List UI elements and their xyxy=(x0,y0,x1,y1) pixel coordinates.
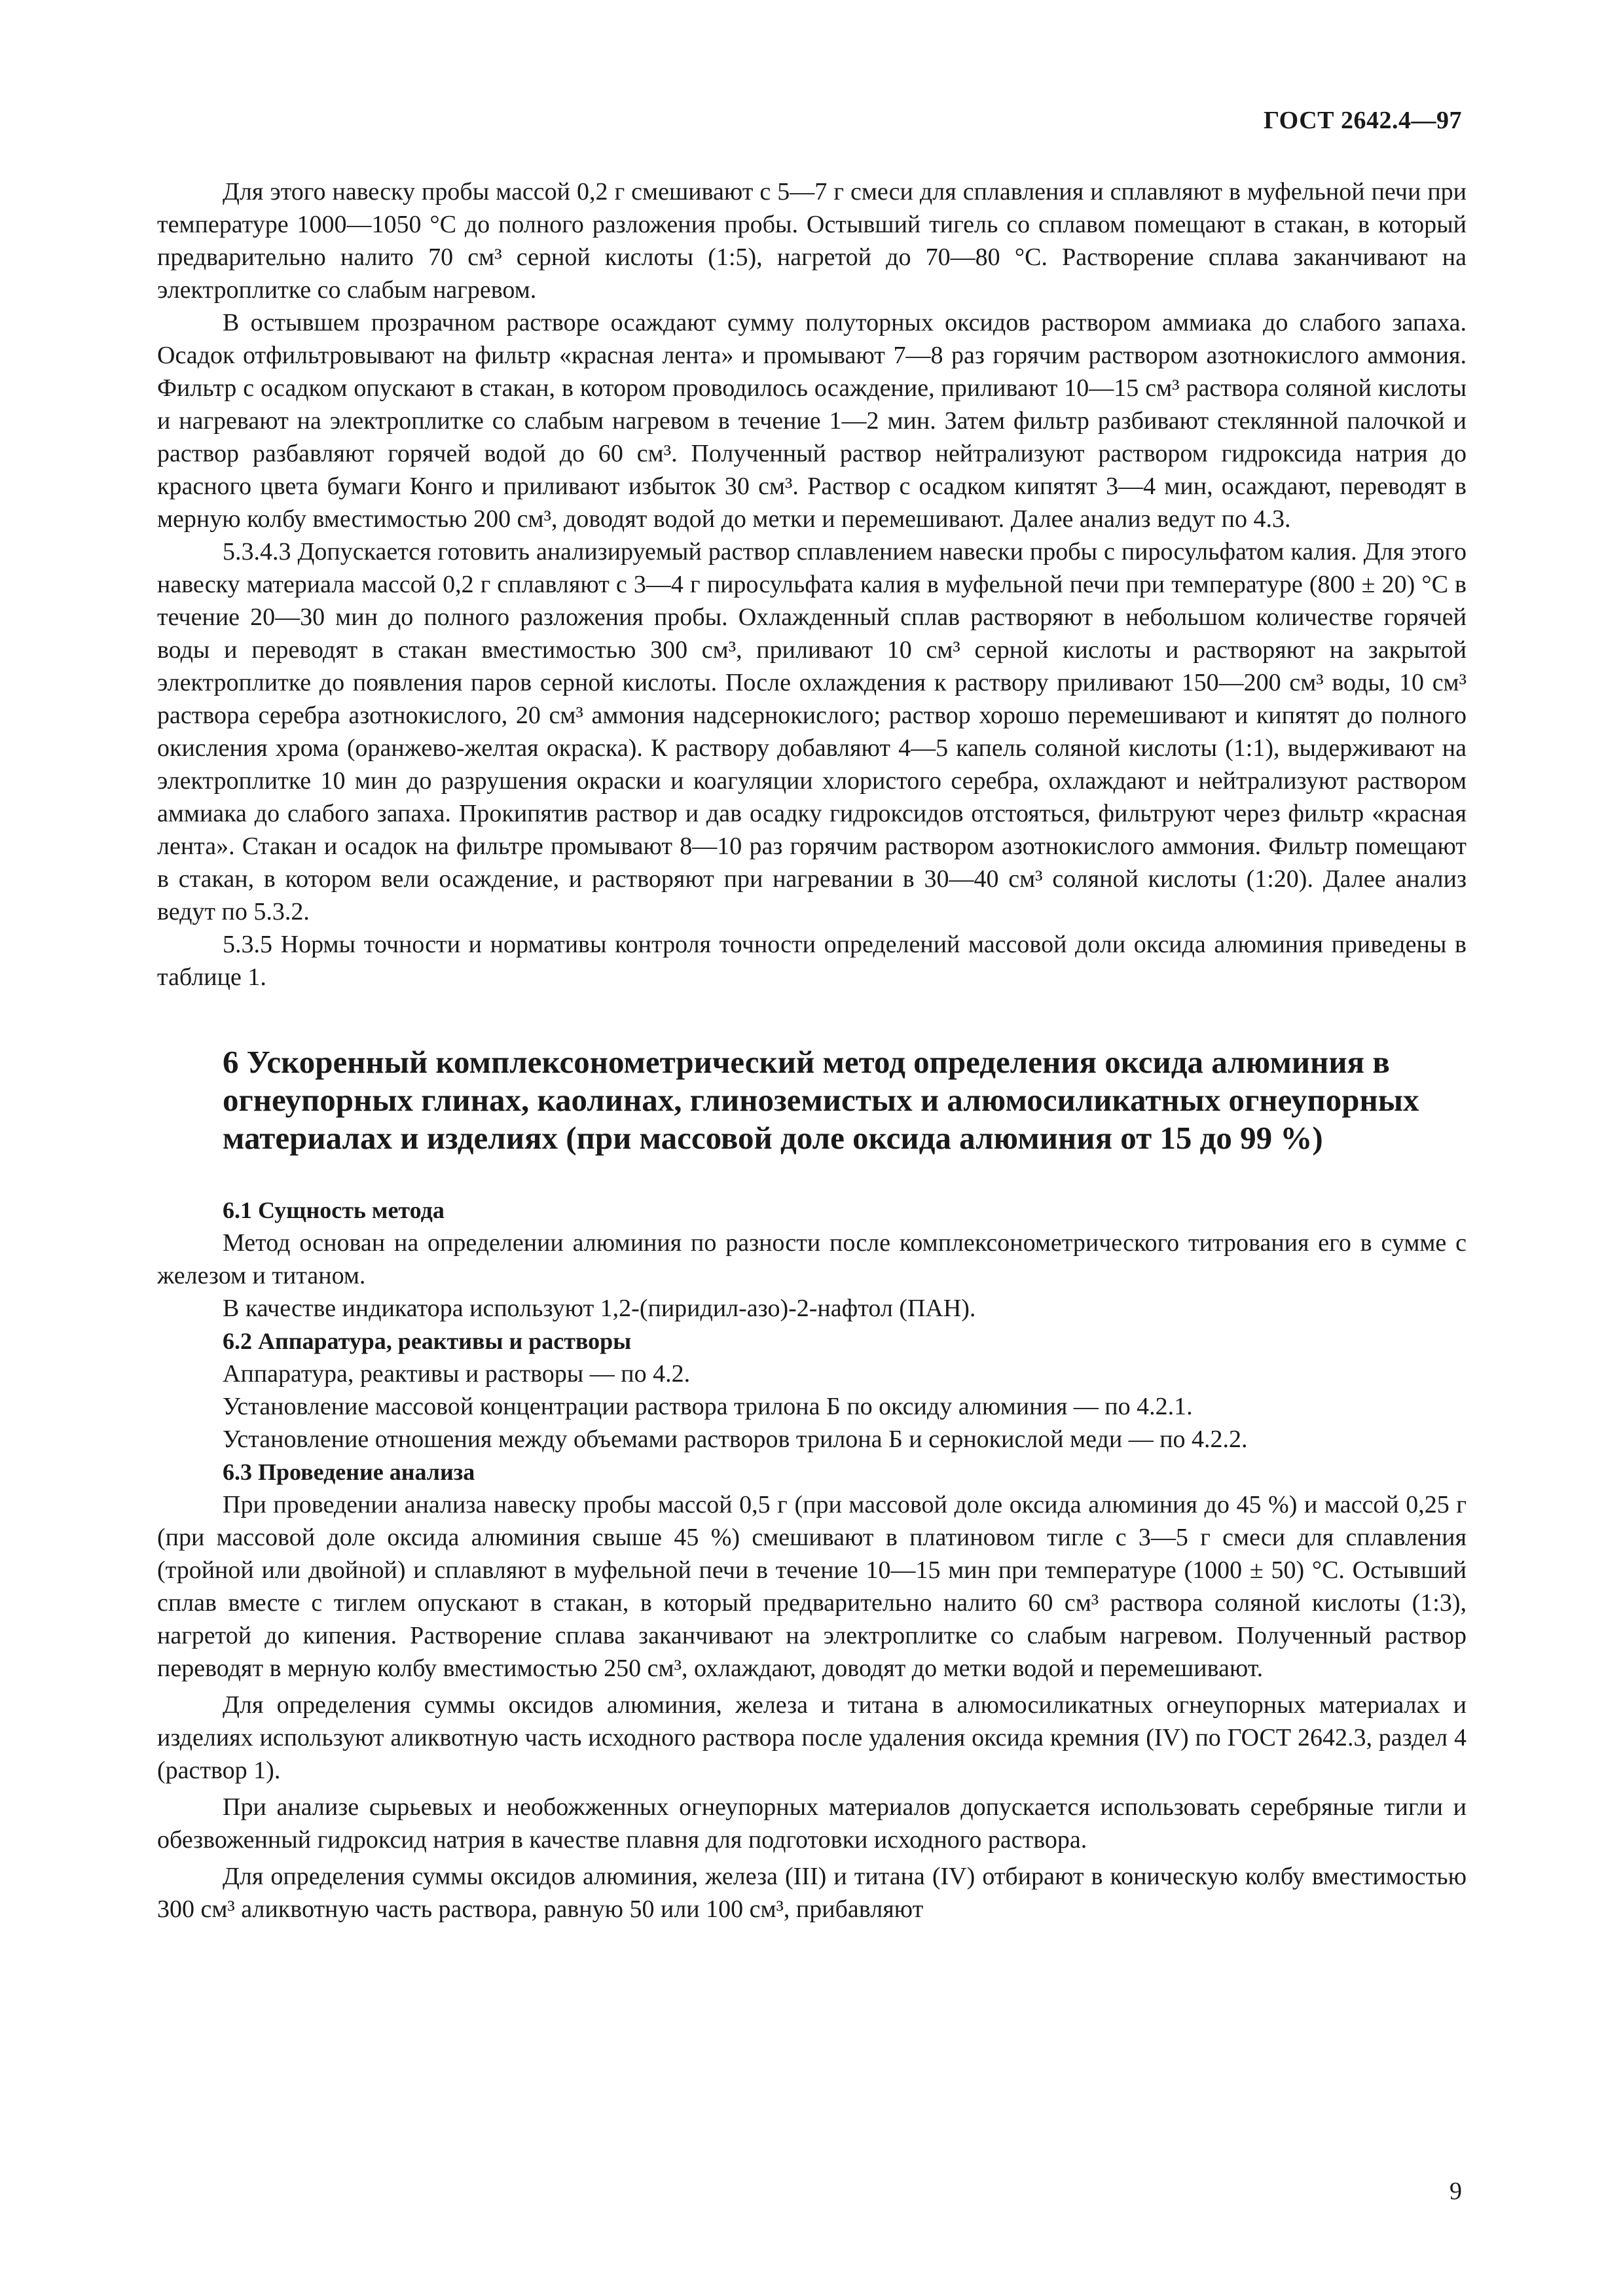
paragraph: Для определения суммы оксидов алюминия, железа и титана в алюмосиликатных огнеупорных материалах и изделиях используют аликвотную часть исходного раствора после удаления оксида кремния (IV) по ГОСТ 2642.3, раздел 4 (раствор 1). xyxy=(157,1691,1467,1784)
paragraph: Метод основан на определении алюминия по разности после комплексонометрического титрования его в сумме с железом и титаном. xyxy=(157,1229,1467,1289)
paragraph: В остывшем прозрачном растворе осаждают сумму полуторных оксидов раствором аммиака до слабого запаха. Осадок отфильтровывают на фильтр «красная лента» и промывают 7—8 раз горячим раствором азотнокислого аммония. Фильтр с осадком опускают в стакан, в котором проводилось осаждение, приливают 10—15 см³ раствора соляной кислоты и нагревают на электроплитке со слабым нагревом в течение 1—2 мин. Затем фильтр разбивают стеклянной палочкой и раствор разбавляют горячей водой до 60 см³. Полученный раствор нейтрализуют раствором гидроксида натрия до красного цвета бумаги Конго и приливают избыток 30 см³. Раствор с осадком кипятят 3—4 мин, осаждают, переводят в мерную колбу вместимостью 200 см³, доводят водой до метки и перемешивают. Далее анализ ведут по 4.3. xyxy=(157,309,1467,533)
page-number: 9 xyxy=(1450,2178,1462,2205)
paragraph: В качестве индикатора используют 1,2-(пиридил-азо)-2-нафтол (ПАН). xyxy=(223,1295,976,1322)
paragraph: Для этого навеску пробы массой 0,2 г смешивают с 5—7 г смеси для сплавления и сплавляют в муфельной печи при температуре 1000—1050 °С до полного разложения пробы. Остывший тигель со сплавом помещают в стакан, в который предварительно налито 70 см³ серной кислоты (1:5), нагретой до 70—80 °С. Растворение сплава заканчивают на электроплитке со слабым нагревом. xyxy=(157,178,1467,304)
subsection-6-1-heading: 6.1 Сущность метода xyxy=(223,1197,445,1223)
paragraph: При проведении анализа навеску пробы массой 0,5 г (при массовой доле оксида алюминия до 45 %) и массой 0,25 г (при массовой доле оксида алюминия свыше 45 %) смешивают в платиновом тигле с 3—5 г смеси для сплавления (тройной или двойной) и сплавляют в муфельной печи в течение 10—15 мин при температуре (1000 ± 50) °С. Остывший сплав вместе с тиглем опускают в стакан, в который предварительно налито 60 см³ раствора соляной кислоты (1:3), нагретой до кипения. Растворение сплава заканчивают на электроплитке со слабым нагревом. Полученный раствор переводят в мерную колбу вместимостью 250 см³, охлаждают, доводят до метки водой и перемешивают. xyxy=(157,1491,1467,1682)
subsection-6-2-heading: 6.2 Аппаратура, реактивы и растворы xyxy=(223,1328,632,1354)
paragraph: Аппаратура, реактивы и растворы — по 4.2. xyxy=(223,1360,691,1388)
paragraph: 5.3.4.3 Допускается готовить анализируемый раствор сплавлением навески пробы с пиросульфатом калия. Для этого навеску материала массой 0,2 г сплавляют с 3—4 г пиросульфата калия в муфельной печи при температуре (800 ± 20) °С в течение 20—30 мин до полного разложения пробы. Охлажденный сплав растворяют в небольшом количестве горячей воды и переводят в стакан вместимостью 300 см³, приливают 10 см³ серной кислоты и растворяют на закрытой электроплитке до появления паров серной кислоты. После охлаждения к раствору приливают 150—200 см³ воды, 10 см³ раствора серебра азотнокислого, 20 см³ аммония надсернокислого; раствор хорошо перемешивают и кипятят до полного окисления хрома (оранжево-желтая окраска). К раствору добавляют 4—5 капель соляной кислоты (1:1), выдерживают на электроплитке 10 мин до разрушения окраски и коагуляции хлористого серебра, охлаждают и нейтрализуют раствором аммиака до слабого запаха. Прокипятив раствор и дав осадку гидроксидов отстояться, фильтруют через фильтр «красная лента». Стакан и осадок на фильтре промывают 8—10 раз горячим раствором азотнокислого аммония. Фильтр помещают в стакан, в котором вели осаждение, и растворяют при нагревании в 30—40 см³ соляной кислоты (1:20). Далее анализ ведут по 5.3.2. xyxy=(157,538,1467,925)
paragraph: При анализе сырьевых и необожженных огнеупорных материалов допускается использовать серебряные тигли и обезвоженный гидроксид натрия в качестве плавня для подготовки исходного раствора. xyxy=(157,1793,1467,1854)
paragraph: Установление массовой концентрации раствора трилона Б по оксиду алюминия — по 4.2.1. xyxy=(223,1393,1193,1420)
paragraph: Для определения суммы оксидов алюминия, железа (III) и титана (IV) отбирают в коническую колбу вместимостью 300 см³ аликвотную часть раствора, равную 50 или 100 см³, прибавляют xyxy=(157,1863,1467,1923)
section-6-title: 6 Ускоренный комплексонометрический метод определения оксида алюминия в огнеупорных глинах, каолинах, глиноземистых и алюмосиликатных огнеупорных материалах и изделиях (при массовой доле оксида алюминия от 15 до 99 %) xyxy=(223,1044,1419,1156)
document-body xyxy=(157,175,1467,1926)
paragraph: Установление отношения между объемами растворов трилона Б и сернокислой меди — по 4.2.2. xyxy=(223,1426,1248,1453)
paragraph: 5.3.5 Нормы точности и нормативы контроля точности определений массовой доли оксида алюминия приведены в таблице 1. xyxy=(157,931,1467,991)
subsection-6-3-heading: 6.3 Проведение анализа xyxy=(223,1459,475,1485)
page-header-standard: ГОСТ 2642.4—97 xyxy=(1263,107,1462,134)
